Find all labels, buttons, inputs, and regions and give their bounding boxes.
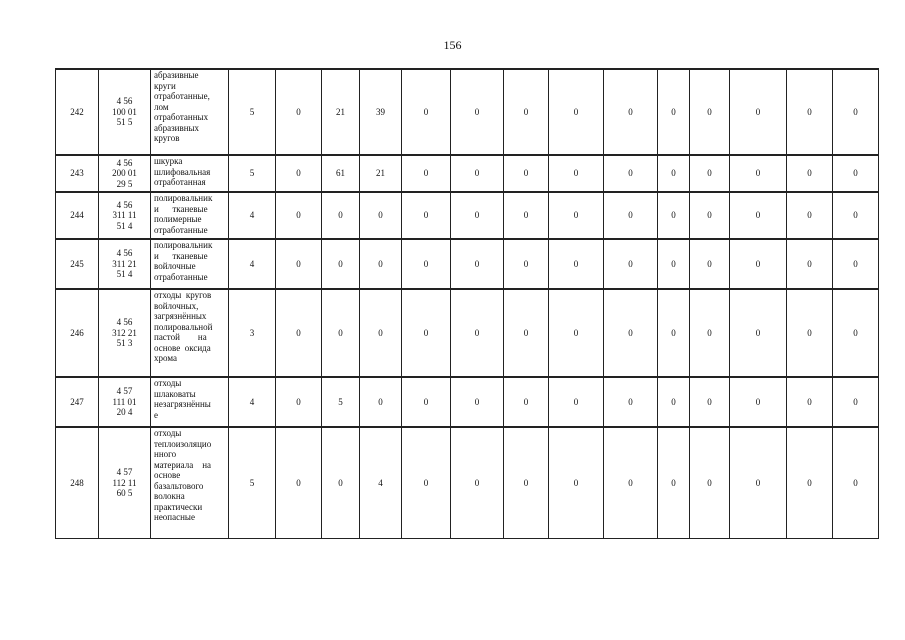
table-row	[56, 69, 879, 155]
waste-name-line: полировальной	[154, 321, 213, 332]
value-cell: 0	[658, 427, 690, 538]
value-cell: 0	[402, 192, 451, 239]
waste-name-line: круги	[154, 80, 176, 91]
waste-name-line: абразивные	[154, 70, 199, 80]
value-cell: 0	[402, 427, 451, 538]
value-cell: 0	[730, 155, 787, 192]
value-cell: 0	[690, 239, 730, 289]
value-cell: 0	[360, 239, 402, 289]
waste-code-line: 100 01	[112, 106, 137, 117]
row-number-cell: 243	[56, 155, 99, 192]
hazard-class-cell: 5	[229, 427, 276, 538]
table-row	[56, 427, 879, 538]
value-cell: 61	[322, 155, 360, 192]
waste-name-line: пастой на	[154, 332, 207, 342]
value-cell: 0	[604, 289, 658, 377]
waste-name-line: и тканевые	[154, 250, 208, 261]
waste-code-line: 51 4	[116, 220, 133, 231]
waste-code-cell	[99, 427, 151, 538]
value-cell: 0	[730, 192, 787, 239]
value-cell: 0	[730, 427, 787, 538]
value-cell: 0	[504, 192, 549, 239]
value-cell: 0	[833, 155, 879, 192]
value-cell: 0	[549, 239, 604, 289]
value-cell: 0	[787, 192, 833, 239]
waste-name-line: отработанные	[154, 271, 208, 282]
value-cell: 0	[833, 239, 879, 289]
waste-code-line: 4 56	[116, 96, 133, 107]
value-cell: 0	[730, 289, 787, 377]
value-cell: 0	[658, 69, 690, 155]
waste-name-line: войлочные	[154, 261, 196, 271]
waste-name-line: теплоизоляцио	[154, 438, 212, 449]
waste-name-cell	[151, 289, 229, 377]
value-cell: 0	[658, 239, 690, 289]
value-cell: 0	[658, 192, 690, 239]
row-number-cell: 242	[56, 69, 99, 155]
row-number-cell: 245	[56, 239, 99, 289]
value-cell: 4	[360, 427, 402, 538]
value-cell: 0	[504, 289, 549, 377]
value-cell: 0	[658, 377, 690, 427]
value-cell: 0	[360, 289, 402, 377]
value-cell: 0	[322, 427, 360, 538]
value-cell: 0	[402, 377, 451, 427]
waste-name-cell	[151, 69, 229, 155]
waste-code-line: 4 56	[116, 199, 133, 210]
waste-code-cell	[99, 377, 151, 427]
value-cell: 0	[451, 192, 504, 239]
waste-name-line: хрома	[154, 353, 177, 363]
value-cell: 0	[730, 69, 787, 155]
value-cell: 0	[604, 427, 658, 538]
waste-code-line: 51 3	[116, 338, 133, 349]
hazard-class-cell: 5	[229, 69, 276, 155]
hazard-class-cell: 3	[229, 289, 276, 377]
waste-code-line: 311 21	[112, 258, 137, 269]
value-cell: 0	[833, 427, 879, 538]
waste-code-line: 4 57	[116, 467, 133, 477]
value-cell: 0	[451, 427, 504, 538]
waste-name-line: базальтового	[154, 480, 204, 491]
waste-name-line: шлаковаты	[154, 388, 196, 399]
waste-code-line: 51 4	[116, 269, 133, 280]
value-cell: 0	[833, 192, 879, 239]
page-number: 156	[443, 38, 462, 52]
waste-name-line: полимерные	[154, 214, 202, 224]
value-cell: 0	[451, 155, 504, 192]
waste-code-line: 111 01	[112, 396, 137, 407]
waste-name-line: абразивных	[154, 122, 200, 133]
waste-code-line: 112 11	[112, 477, 137, 488]
waste-name-line: волокна	[154, 491, 185, 501]
waste-code-line: 4 56	[116, 248, 133, 259]
waste-name-line: войлочных,	[154, 300, 199, 311]
waste-name-line: шкурка	[154, 156, 183, 166]
hazard-class-cell: 4	[229, 377, 276, 427]
value-cell: 0	[322, 239, 360, 289]
value-cell: 0	[451, 377, 504, 427]
value-cell: 0	[787, 69, 833, 155]
value-cell: 0	[276, 155, 322, 192]
waste-table	[55, 68, 879, 539]
value-cell: 0	[402, 69, 451, 155]
waste-name-line: отработанных	[154, 112, 209, 122]
value-cell: 0	[604, 239, 658, 289]
waste-name-line: лом	[154, 101, 169, 112]
value-cell: 0	[833, 69, 879, 155]
value-cell: 0	[276, 289, 322, 377]
table-row	[56, 377, 879, 427]
value-cell: 0	[658, 289, 690, 377]
value-cell: 0	[787, 427, 833, 538]
table-row	[56, 289, 879, 377]
value-cell: 0	[787, 377, 833, 427]
waste-name-line: полировальник	[154, 240, 213, 250]
value-cell: 0	[658, 155, 690, 192]
row-number-cell: 244	[56, 192, 99, 239]
value-cell: 0	[504, 427, 549, 538]
waste-name-line: практически	[154, 501, 203, 512]
value-cell: 5	[322, 377, 360, 427]
value-cell: 0	[690, 289, 730, 377]
waste-name-line: шлифовальная	[154, 166, 211, 177]
row-number-cell: 248	[56, 427, 99, 538]
row-number-cell: 246	[56, 289, 99, 377]
waste-name-cell	[151, 377, 229, 427]
hazard-class-cell: 4	[229, 192, 276, 239]
hazard-class-cell: 4	[229, 239, 276, 289]
value-cell: 0	[451, 239, 504, 289]
waste-name-line: нного	[154, 449, 177, 459]
value-cell: 0	[690, 427, 730, 538]
waste-code-cell	[99, 239, 151, 289]
waste-code-cell	[99, 69, 151, 155]
waste-name-line: е	[154, 409, 158, 420]
waste-name-line: основе	[154, 470, 181, 480]
value-cell: 0	[549, 289, 604, 377]
waste-name-line: незагрязнённы	[154, 399, 211, 409]
value-cell: 0	[787, 289, 833, 377]
waste-name-line: полировальник	[154, 193, 213, 203]
waste-name-cell	[151, 427, 229, 538]
waste-code-line: 20 4	[116, 407, 133, 418]
value-cell: 0	[276, 427, 322, 538]
waste-code-line: 51 5	[116, 117, 133, 128]
value-cell: 0	[504, 69, 549, 155]
value-cell: 0	[549, 377, 604, 427]
value-cell: 0	[690, 377, 730, 427]
value-cell: 0	[690, 155, 730, 192]
value-cell: 0	[690, 192, 730, 239]
waste-code-line: 4 56	[116, 157, 133, 168]
waste-code-cell	[99, 192, 151, 239]
waste-name-line: отработанные	[154, 224, 208, 235]
table-row	[56, 239, 879, 289]
waste-code-line: 29 5	[116, 178, 133, 189]
value-cell: 0	[402, 155, 451, 192]
waste-code-line: 312 21	[112, 327, 137, 338]
waste-name-cell	[151, 155, 229, 192]
row-number-cell: 247	[56, 377, 99, 427]
waste-name-line: отработанные,	[154, 91, 210, 101]
value-cell: 0	[787, 155, 833, 192]
waste-name-cell	[151, 192, 229, 239]
value-cell: 0	[322, 192, 360, 239]
value-cell: 0	[360, 377, 402, 427]
value-cell: 0	[549, 427, 604, 538]
waste-name-line: неопасные	[154, 512, 195, 522]
waste-name-line: отходы кругов	[154, 290, 212, 300]
value-cell: 39	[360, 69, 402, 155]
value-cell: 0	[604, 377, 658, 427]
waste-name-line: кругов	[154, 133, 180, 143]
hazard-class-cell: 5	[229, 155, 276, 192]
waste-code-line: 200 01	[112, 168, 137, 179]
waste-name-cell	[151, 239, 229, 289]
value-cell: 0	[604, 69, 658, 155]
value-cell: 0	[549, 69, 604, 155]
value-cell: 0	[402, 289, 451, 377]
value-cell: 0	[276, 239, 322, 289]
waste-code-cell	[99, 289, 151, 377]
value-cell: 0	[604, 155, 658, 192]
waste-code-line: 311 11	[112, 210, 137, 221]
value-cell: 0	[833, 289, 879, 377]
value-cell: 0	[730, 239, 787, 289]
value-cell: 0	[833, 377, 879, 427]
value-cell: 0	[690, 69, 730, 155]
table-row	[56, 192, 879, 239]
waste-name-line: отходы	[154, 428, 182, 438]
waste-name-line: основе оксида	[154, 342, 211, 353]
value-cell: 0	[787, 239, 833, 289]
value-cell: 21	[360, 155, 402, 192]
value-cell: 0	[360, 192, 402, 239]
waste-name-line: отходы	[154, 378, 182, 388]
value-cell: 0	[276, 69, 322, 155]
value-cell: 0	[549, 155, 604, 192]
waste-name-line: материала на	[154, 459, 212, 470]
value-cell: 0	[322, 289, 360, 377]
value-cell: 0	[276, 377, 322, 427]
value-cell: 0	[451, 69, 504, 155]
value-cell: 0	[549, 192, 604, 239]
waste-code-line: 60 5	[116, 488, 133, 498]
value-cell: 0	[504, 377, 549, 427]
waste-code-line: 4 56	[116, 317, 133, 328]
table-row	[56, 155, 879, 192]
value-cell: 0	[451, 289, 504, 377]
waste-name-line: отработанная	[154, 177, 206, 187]
value-cell: 0	[276, 192, 322, 239]
value-cell: 0	[402, 239, 451, 289]
value-cell: 21	[322, 69, 360, 155]
waste-name-line: загрязнённых	[154, 311, 207, 321]
value-cell: 0	[730, 377, 787, 427]
waste-code-line: 4 57	[116, 386, 133, 397]
value-cell: 0	[504, 155, 549, 192]
waste-code-cell	[99, 155, 151, 192]
value-cell: 0	[504, 239, 549, 289]
waste-name-line: и тканевые	[154, 203, 208, 214]
value-cell: 0	[604, 192, 658, 239]
